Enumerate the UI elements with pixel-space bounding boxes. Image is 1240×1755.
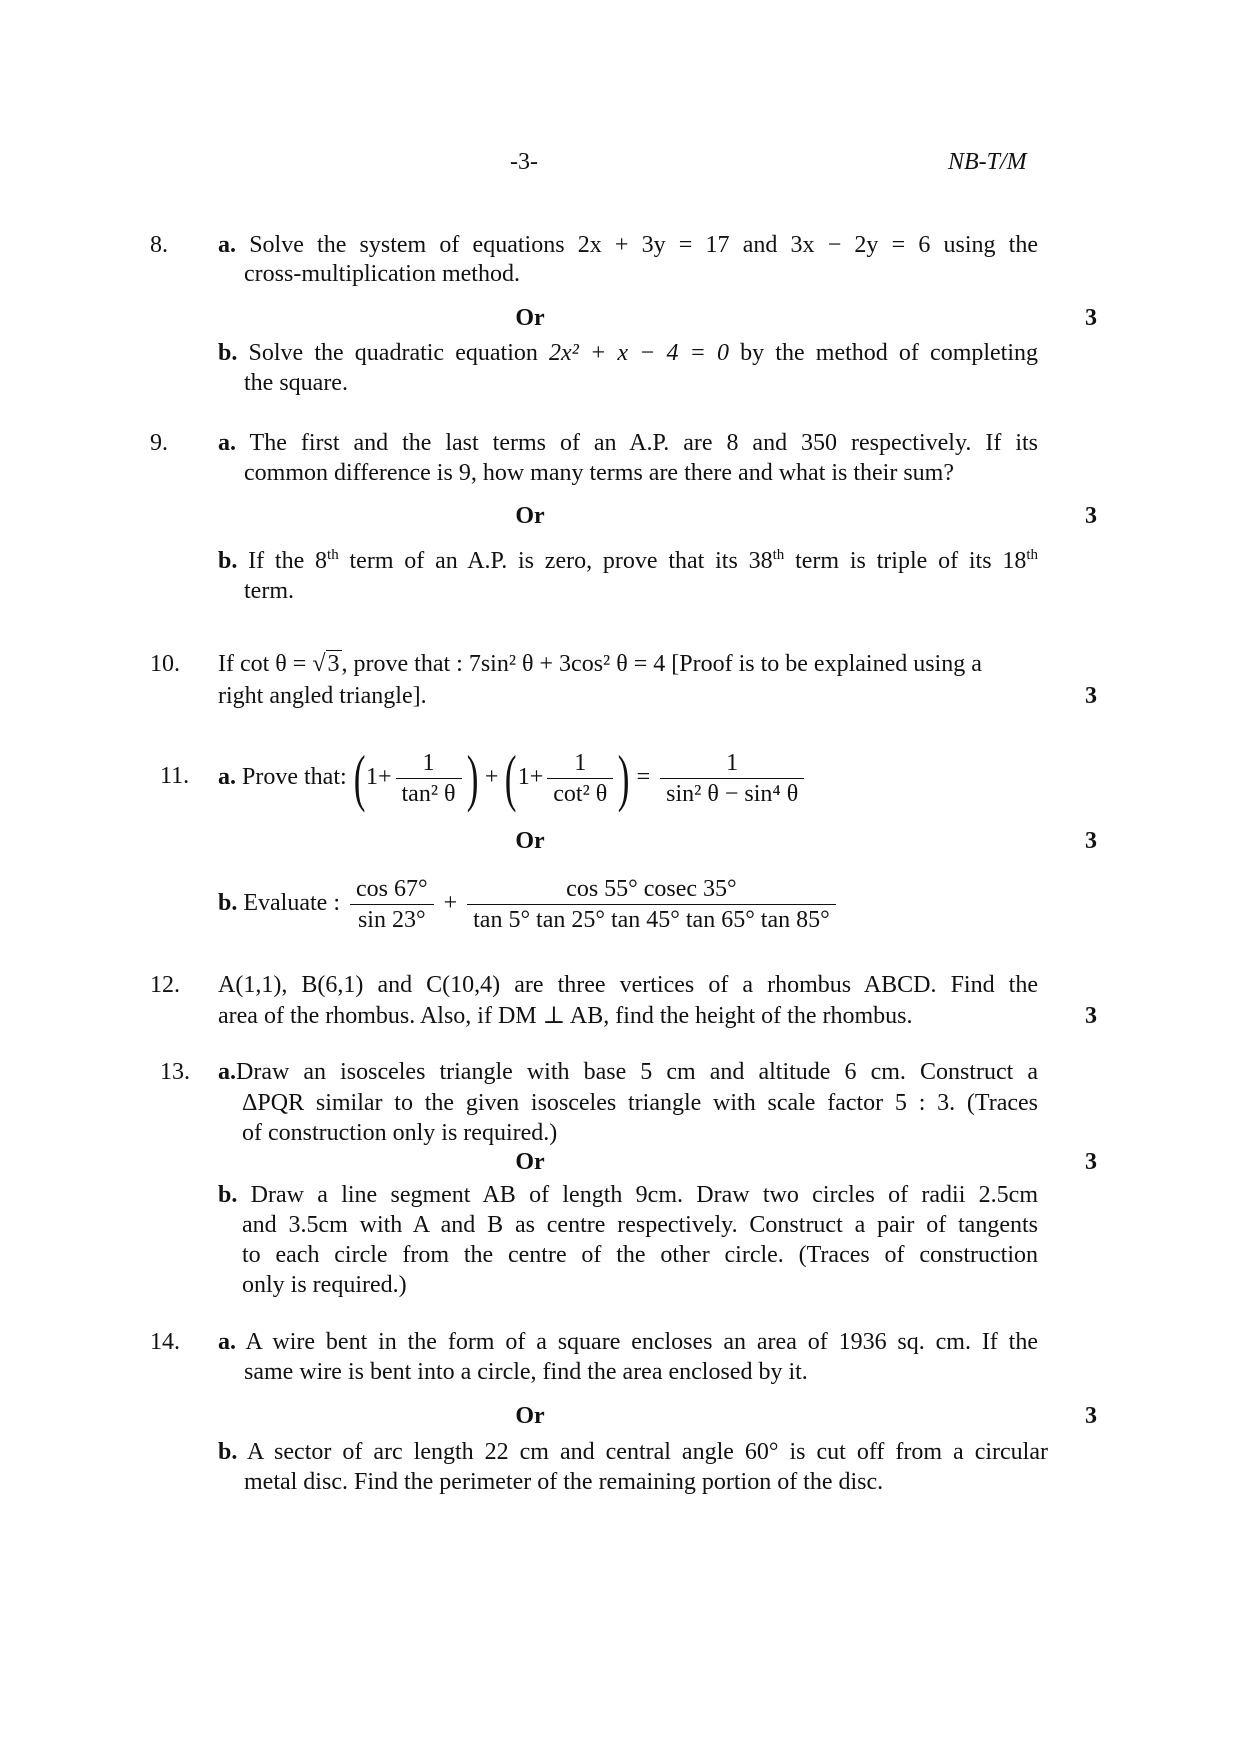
fraction-tan xyxy=(396,748,462,809)
option-label: a. xyxy=(218,430,236,456)
question-11b-expression xyxy=(218,870,840,936)
question-9a-line1 xyxy=(218,428,1038,459)
question-text: A wire bent in the form of a square encloses an area of 1936 sq. cm. If the xyxy=(245,1329,1038,1355)
or-separator: Or xyxy=(515,305,545,331)
question-13a-line1 xyxy=(218,1057,1038,1088)
question-text: If the 8 xyxy=(248,548,328,574)
operator: + xyxy=(529,764,544,790)
question-13b-line2: and 3.5cm with A and B as centre respectively. Construct a pair of tangents xyxy=(242,1212,1038,1238)
or-separator: Or xyxy=(515,828,545,854)
question-text: term of an A.P. is zero, prove that its 38 xyxy=(349,548,773,574)
question-12-line2: area of the rhombus. Also, if DM ⊥ AB, find the height of the rhombus. xyxy=(218,1003,913,1029)
question-14b-line1 xyxy=(218,1437,1048,1468)
numerator: 1 xyxy=(660,748,804,779)
term: 1 xyxy=(517,764,530,790)
numerator: cos 67° xyxy=(350,874,434,905)
question-number: 12. xyxy=(150,972,180,998)
question-text: term is triple of its 18 xyxy=(795,548,1027,574)
question-13b-line4: only is required.) xyxy=(242,1272,407,1298)
option-label: b. xyxy=(218,890,238,916)
question-number: 8. xyxy=(150,232,168,258)
operator: + xyxy=(484,764,499,790)
question-14b-line2: metal disc. Find the perimeter of the remaining portion of the disc. xyxy=(244,1469,884,1495)
question-number: 13. xyxy=(160,1059,190,1085)
numerator: cos 55° cosec 35° xyxy=(467,874,836,905)
question-text: Prove that: xyxy=(242,764,347,790)
marks: 3 xyxy=(1085,1003,1097,1029)
question-9b-line1 xyxy=(218,546,1038,577)
or-separator: Or xyxy=(515,503,545,529)
marks: 3 xyxy=(1085,683,1097,709)
left-paren: ( xyxy=(505,742,517,814)
question-number: 10. xyxy=(150,651,180,677)
denominator: cot² θ xyxy=(553,780,608,807)
fraction-2 xyxy=(467,874,836,935)
ordinal-suffix: th xyxy=(327,547,339,563)
equation: 2x² + x − 4 = 0 xyxy=(549,340,729,366)
question-number: 9. xyxy=(150,430,168,456)
question-12-line1: A(1,1), B(6,1) and C(10,4) are three vertices of a rhombus ABCD. Find the xyxy=(218,972,1038,998)
question-text: A sector of arc length 22 cm and central angle 60° is cut off from a circular xyxy=(247,1439,1048,1465)
question-13b-line3: to each circle from the centre of the other circle. (Traces of construction xyxy=(242,1242,1038,1268)
question-text: The first and the last terms of an A.P. are 8 and 350 respectively. If its xyxy=(249,430,1038,456)
operator: + xyxy=(443,890,458,916)
ordinal-suffix: th xyxy=(772,547,785,563)
question-13a-line3: of construction only is required.) xyxy=(242,1120,558,1146)
question-text: If cot θ = xyxy=(218,651,313,677)
marks: 3 xyxy=(1085,503,1097,529)
question-14a-line1 xyxy=(218,1327,1038,1358)
marks: 3 xyxy=(1085,1403,1097,1429)
operator: + xyxy=(377,764,392,790)
question-9a-line2: common difference is 9, how many terms are there and what is their sum? xyxy=(244,460,955,486)
question-text: Draw a line segment AB of length 9cm. Draw two circles of radii 2.5cm xyxy=(250,1182,1038,1208)
denominator: sin 23° xyxy=(357,906,426,933)
question-text: Solve the system of equations 2x + 3y = 17 and 3x − 2y = 6 using the xyxy=(249,232,1039,258)
option-label: a. xyxy=(218,1059,236,1085)
question-14a-line2: same wire is bent into a circle, find the area enclosed by it. xyxy=(244,1359,808,1385)
radicand: 3 xyxy=(327,651,340,677)
question-13a-line2: ΔPQR similar to the given isosceles triangle with scale factor 5 : 3. (Traces xyxy=(242,1090,1038,1116)
question-9b-line2: term. xyxy=(244,578,294,604)
marks: 3 xyxy=(1085,828,1097,854)
paper-code: NB-T/M xyxy=(948,149,1027,175)
question-text: Draw an isosceles triangle with base 5 cm and altitude 6 cm. Construct a xyxy=(236,1059,1038,1085)
question-number: 14. xyxy=(150,1329,180,1355)
or-separator: Or xyxy=(515,1149,545,1175)
marks: 3 xyxy=(1085,305,1097,331)
square-root: √3 xyxy=(312,651,340,677)
question-text: Solve the quadratic equation xyxy=(248,340,538,366)
option-label: b. xyxy=(218,1439,238,1465)
option-label: b. xyxy=(218,548,238,574)
question-10-line2: right angled triangle]. xyxy=(218,683,427,709)
denominator: tan² θ xyxy=(401,780,456,807)
option-label: b. xyxy=(218,1182,238,1208)
question-11a-expression xyxy=(218,742,808,814)
fraction-1 xyxy=(350,874,434,935)
question-13b-line1 xyxy=(218,1180,1038,1211)
fraction-rhs xyxy=(660,748,804,809)
question-text: Evaluate : xyxy=(243,890,340,916)
question-8a-line1 xyxy=(218,230,1038,261)
right-paren: ) xyxy=(618,742,630,814)
option-label: a. xyxy=(218,1329,236,1355)
fraction-cot xyxy=(547,748,613,809)
or-separator: Or xyxy=(515,1403,545,1429)
page-number: -3- xyxy=(510,149,538,175)
question-10-line1 xyxy=(218,649,982,680)
option-label: a. xyxy=(218,232,236,258)
question-8a-line2: cross-multiplication method. xyxy=(244,261,520,287)
operator: = xyxy=(636,764,651,790)
ordinal-suffix: th xyxy=(1026,547,1039,563)
question-text: by the method of completing xyxy=(740,340,1039,366)
option-label: b. xyxy=(218,340,238,366)
right-paren: ) xyxy=(466,742,479,814)
marks: 3 xyxy=(1085,1149,1097,1175)
term: 1 xyxy=(365,764,378,790)
denominator: tan 5° tan 25° tan 45° tan 65° tan 85° xyxy=(473,906,830,933)
question-8b-line1 xyxy=(218,338,1038,369)
question-number: 11. xyxy=(160,763,190,789)
numerator: 1 xyxy=(547,748,613,779)
denominator: sin² θ − sin⁴ θ xyxy=(666,780,799,807)
question-8b-line2: the square. xyxy=(244,370,348,396)
numerator: 1 xyxy=(396,748,462,779)
left-paren: ( xyxy=(353,742,366,814)
question-text: , prove that : 7sin² θ + 3cos² θ = 4 [Proof is to be explained using a xyxy=(341,651,982,677)
option-label: a. xyxy=(218,764,236,790)
